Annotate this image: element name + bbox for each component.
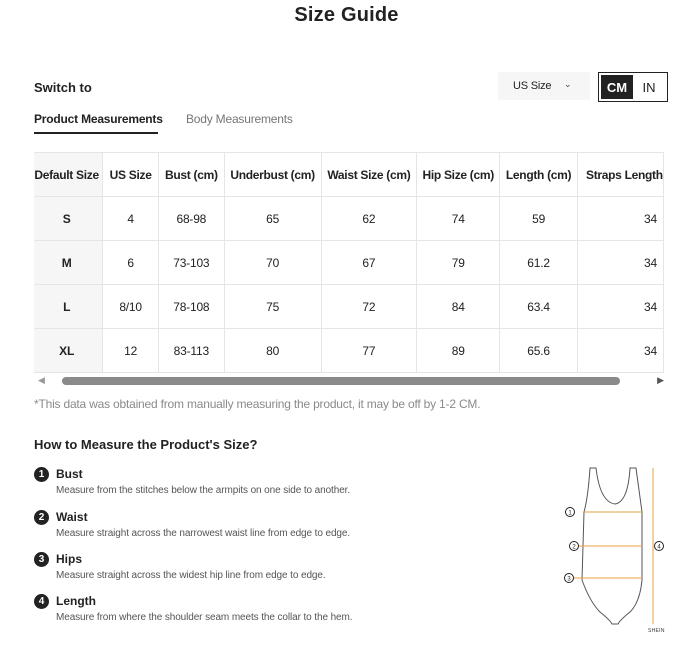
column-header: Straps Length — [577, 153, 663, 197]
measure-label: Waist — [56, 510, 88, 524]
table-cell: 63.4 — [500, 285, 578, 329]
marker-label: 1 — [568, 510, 572, 517]
table-cell: 8/10 — [103, 285, 159, 329]
table-cell: S — [34, 197, 103, 241]
table-cell: 79 — [417, 241, 500, 285]
table-cell: 70 — [224, 241, 321, 285]
table-cell: 65.6 — [500, 329, 578, 373]
table-cell: 68-98 — [158, 197, 224, 241]
number-badge-icon: 2 — [34, 510, 49, 525]
table-cell: 72 — [321, 285, 417, 329]
size-table-container[interactable] — [34, 152, 668, 374]
table-cell: 34 — [577, 329, 663, 373]
marker-label: 4 — [657, 544, 661, 551]
table-cell: XL — [34, 329, 103, 373]
page-title: Size Guide — [294, 4, 399, 26]
measure-label: Bust — [56, 467, 83, 481]
number-badge-icon: 3 — [34, 552, 49, 567]
table-cell: 65 — [224, 197, 321, 241]
active-tab-indicator — [34, 132, 158, 134]
triangle-right-icon[interactable]: ▶ — [657, 375, 664, 385]
table-cell: 59 — [500, 197, 578, 241]
marker-label: 3 — [567, 576, 571, 583]
column-header: Waist Size (cm) — [321, 153, 417, 197]
table-cell: 62 — [321, 197, 417, 241]
unit-in-button[interactable]: IN — [642, 79, 656, 95]
switch-label: Switch to — [34, 80, 92, 95]
table-cell: 6 — [103, 241, 159, 285]
table-row — [34, 285, 664, 329]
table-cell: 84 — [417, 285, 500, 329]
tab-product-measurements[interactable]: Product Measurements — [34, 112, 163, 126]
table-cell: 73-103 — [158, 241, 224, 285]
table-row — [34, 241, 664, 285]
chevron-down-icon: ⌄ — [564, 79, 572, 89]
table-cell: 61.2 — [500, 241, 578, 285]
table-cell: 78-108 — [158, 285, 224, 329]
horizontal-scrollbar[interactable] — [34, 374, 668, 388]
table-cell: 12 — [103, 329, 159, 373]
column-header: Hip Size (cm) — [417, 153, 500, 197]
measure-description: Measure from where the shoulder seam meets the collar to the hem. — [56, 612, 353, 623]
table-row — [34, 329, 664, 373]
column-header: Underbust (cm) — [224, 153, 321, 197]
table-cell: 89 — [417, 329, 500, 373]
column-header: Default Size — [34, 153, 103, 197]
measure-label: Hips — [56, 552, 83, 566]
how-to-measure-title: How to Measure the Product's Size? — [34, 437, 258, 452]
table-cell: 74 — [417, 197, 500, 241]
marker-label: 2 — [572, 544, 576, 551]
scrollbar-thumb[interactable] — [62, 377, 620, 385]
measurement-note: *This data was obtained from manually measuring the product, it may be off by 1-2 CM. — [34, 397, 481, 411]
size-select-value: US Size — [513, 80, 552, 92]
table-cell: 34 — [577, 197, 663, 241]
size-system-select[interactable] — [498, 72, 590, 100]
tab-body-measurements[interactable]: Body Measurements — [186, 112, 293, 126]
table-cell: 83-113 — [158, 329, 224, 373]
table-cell: 75 — [224, 285, 321, 329]
triangle-left-icon[interactable]: ◀ — [38, 375, 45, 385]
table-cell: 34 — [577, 285, 663, 329]
table-cell: 34 — [577, 241, 663, 285]
unit-cm-button[interactable]: CM — [601, 75, 633, 99]
size-table — [34, 152, 664, 373]
number-badge-icon: 4 — [34, 594, 49, 609]
table-cell: 77 — [321, 329, 417, 373]
table-cell: 4 — [103, 197, 159, 241]
table-cell: L — [34, 285, 103, 329]
measure-description: Measure from the stitches below the armpits on one side to another. — [56, 485, 351, 496]
column-header: Length (cm) — [500, 153, 578, 197]
table-cell: M — [34, 241, 103, 285]
measure-description: Measure straight across the narrowest waist line from edge to edge. — [56, 528, 351, 539]
number-badge-icon: 1 — [34, 467, 49, 482]
swimsuit-measurement-diagram — [560, 462, 670, 640]
table-row — [34, 197, 664, 241]
measure-description: Measure straight across the widest hip line from edge to edge. — [56, 570, 326, 581]
brand-logo: SHEIN — [648, 628, 665, 634]
unit-toggle[interactable] — [598, 72, 668, 102]
table-cell: 67 — [321, 241, 417, 285]
table-header-row — [34, 153, 664, 197]
measure-label: Length — [56, 594, 96, 608]
column-header: US Size — [103, 153, 159, 197]
table-cell: 80 — [224, 329, 321, 373]
column-header: Bust (cm) — [158, 153, 224, 197]
